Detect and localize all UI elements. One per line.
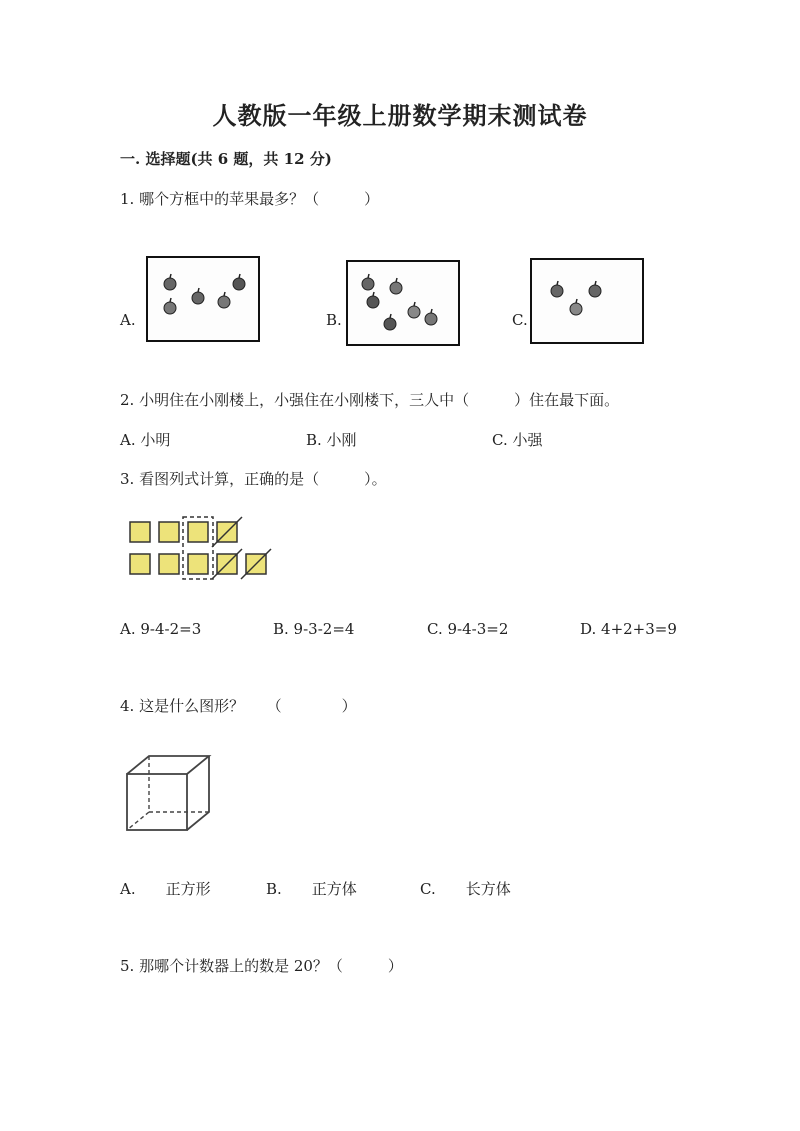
cube-front-face bbox=[127, 774, 187, 830]
cube-right-edges bbox=[187, 756, 209, 830]
question-4: 4. 这是什么图形？ （ ） bbox=[120, 697, 357, 715]
question-2: 2. 小明住在小刚楼上，小强住在小刚楼下，三人中（ ）住在最下面。 bbox=[120, 391, 620, 409]
q2-option-a: A. 小明 bbox=[120, 431, 171, 449]
q4-option-b: B. 正方体 bbox=[266, 880, 357, 898]
square-row-bottom bbox=[130, 549, 271, 579]
cube-top-edges bbox=[127, 756, 209, 774]
q3-option-c: C. 9-4-3=2 bbox=[427, 620, 509, 638]
yellow-square bbox=[130, 522, 150, 542]
q1-option-a-apple-box bbox=[146, 256, 260, 342]
yellow-square bbox=[188, 554, 208, 574]
q1-option-c-label: C. bbox=[512, 311, 528, 329]
yellow-square bbox=[159, 554, 179, 574]
apple-box-frame bbox=[347, 261, 459, 345]
yellow-square bbox=[159, 522, 179, 542]
q3-square-diagram bbox=[124, 516, 274, 582]
yellow-square bbox=[188, 522, 208, 542]
page-title: 人教版一年级上册数学期末测试卷 bbox=[212, 101, 588, 130]
q1-option-a-label: A. bbox=[120, 311, 136, 329]
question-5: 5. 那哪个计数器上的数是 20？（ ） bbox=[120, 957, 403, 975]
q2-option-b: B. 小刚 bbox=[306, 431, 357, 449]
q4-cube-diagram bbox=[125, 754, 215, 834]
question-1: 1. 哪个方框中的苹果最多？（ ） bbox=[120, 190, 380, 208]
q3-option-a: A. 9-4-2=3 bbox=[120, 620, 202, 638]
q1-option-c-apple-box bbox=[530, 258, 644, 344]
question-3: 3. 看图列式计算，正确的是（ ）。 bbox=[120, 470, 387, 488]
q1-option-b-apple-box bbox=[346, 260, 460, 346]
q4-option-c: C. 长方体 bbox=[420, 880, 511, 898]
apple-box-frame bbox=[531, 259, 643, 343]
square-row-top bbox=[130, 517, 242, 547]
q3-option-b: B. 9-3-2=4 bbox=[273, 620, 355, 638]
q1-option-b-label: B. bbox=[326, 311, 342, 329]
yellow-square bbox=[130, 554, 150, 574]
section-heading: 一. 选择题(共 6 题，共 12 分) bbox=[120, 150, 332, 168]
q4-option-a: A. 正方形 bbox=[120, 880, 211, 898]
q3-option-d: D. 4+2+3=9 bbox=[580, 620, 677, 638]
cube-hidden-edge bbox=[127, 812, 149, 830]
q2-option-c: C. 小强 bbox=[492, 431, 543, 449]
